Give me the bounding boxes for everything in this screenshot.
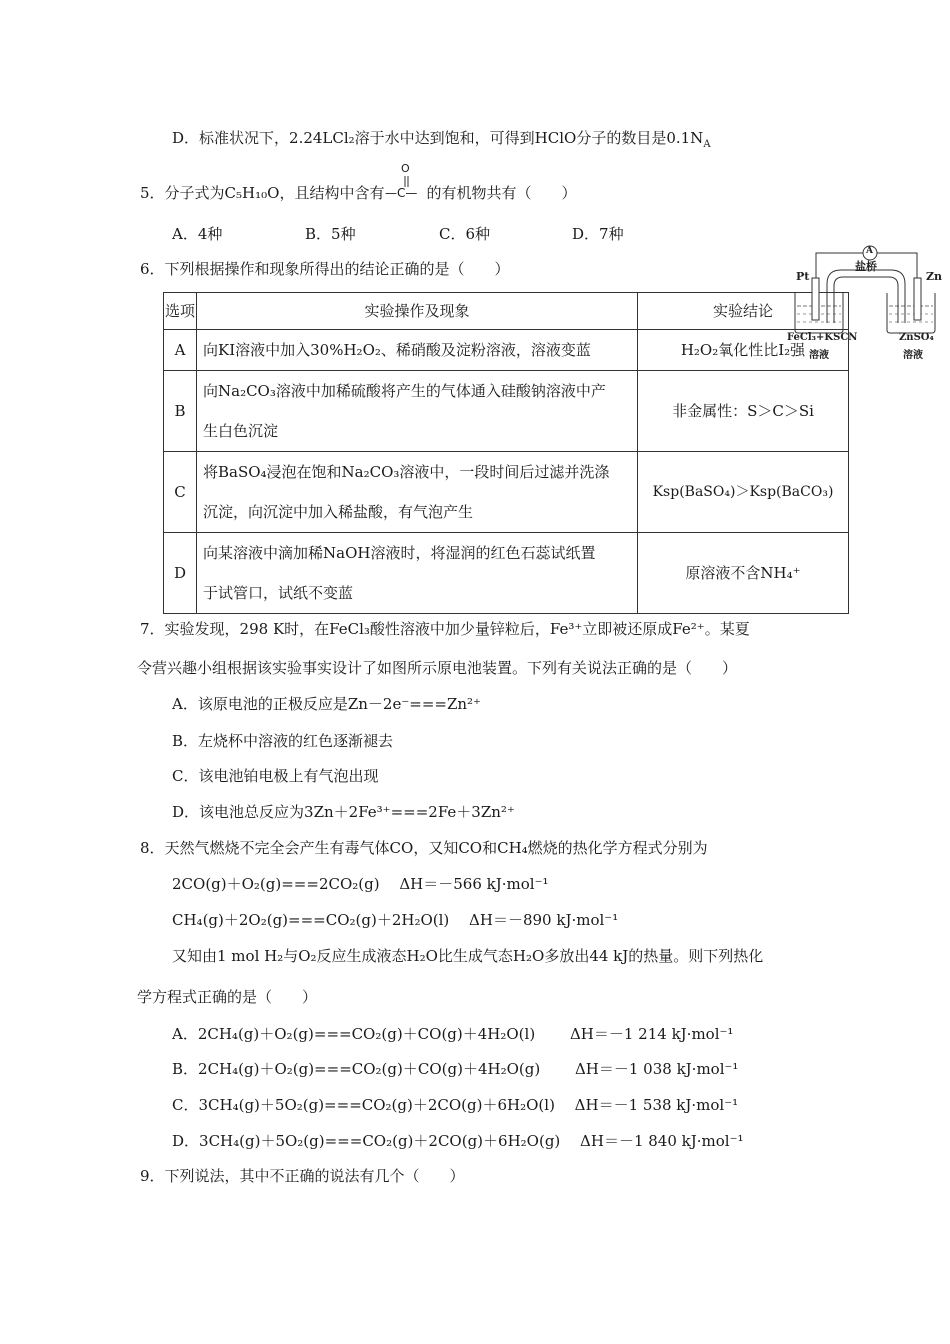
row-operation-line: 生白色沉淀 [203, 422, 279, 440]
row-option: C [164, 452, 197, 533]
table-header-row [164, 293, 849, 330]
row-operation-line: 向KI溶液中加入30%H₂O₂、稀硝酸及淀粉溶液，溶液变蓝 [203, 341, 591, 359]
header-conclusion: 实验结论 [638, 293, 849, 330]
table-row [164, 371, 849, 452]
q8-option-a: A．2CH₄(g)＋O₂(g)===CO₂(g)＋CO(g)＋4H₂O(l) ΔH＝－1 214 kJ·mol⁻¹ [172, 1025, 734, 1043]
pt-electrode-label: Pt [796, 270, 810, 283]
q7-stem-line-2: 令营兴趣小组根据该实验事实设计了如图所示原电池装置。下列有关说法正确的是（ ） [137, 659, 738, 677]
q8-equation-2: CH₄(g)＋2O₂(g)===CO₂(g)＋2H₂O(l) ΔH＝－890 kJ·mol⁻¹ [172, 911, 619, 929]
q8-note-line-2: 学方程式正确的是（ ） [137, 988, 318, 1006]
header-option: 选项 [164, 293, 197, 330]
table-row [164, 330, 849, 371]
row-conclusion: H₂O₂氧化性比I₂强 [638, 330, 849, 371]
salt-bridge-label: 盐桥 [855, 260, 877, 273]
row-operation [197, 330, 638, 371]
q8-note-line-1: 又知由1 mol H₂与O₂反应生成液态H₂O比生成气态H₂O多放出44 kJ的热量。则下列热化 [172, 947, 764, 965]
row-operation-line: 将BaSO₄浸泡在饱和Na₂CO₃溶液中，一段时间后过滤并洗涤 [203, 463, 610, 481]
cell-apparatus-drawing [785, 238, 950, 363]
q4-option-d-text: D．标准状况下，2.24LCl₂溶于水中达到饱和，可得到HClO分子的数目是0.1N [172, 129, 704, 147]
q8-option-d: D．3CH₄(g)＋5O₂(g)===CO₂(g)＋2CO(g)＋6H₂O(g) ΔH＝－1 840 kJ·mol⁻¹ [172, 1132, 744, 1150]
row-option: A [164, 330, 197, 371]
q5-option-a: A．4种 [172, 225, 223, 243]
galvanic-cell-diagram [785, 238, 950, 363]
q5-stem [140, 183, 576, 203]
q8-equation-1: 2CO(g)＋O₂(g)===2CO₂(g) ΔH＝－566 kJ·mol⁻¹ [172, 875, 549, 893]
row-operation [197, 371, 638, 452]
zn-electrode-label: Zn [926, 270, 943, 283]
q4-option-d [172, 128, 711, 148]
row-conclusion: Ksp(BaSO₄)＞Ksp(BaCO₃) [638, 452, 849, 533]
q8-stem: 8．天然气燃烧不完全会产生有毒气体CO，又知CO和CH₄燃烧的热化学方程式分别为 [140, 839, 708, 857]
table-row [164, 533, 849, 614]
row-conclusion: 原溶液不含NH₄⁺ [638, 533, 849, 614]
q5-option-c: C．6种 [439, 225, 491, 243]
q7-option-a: A．该原电池的正极反应是Zn－2e⁻===Zn²⁺ [172, 695, 481, 713]
q5-option-b: B．5种 [305, 225, 356, 243]
q7-option-b: B．左烧杯中溶液的红色逐渐褪去 [172, 732, 394, 750]
row-option: B [164, 371, 197, 452]
q8-option-c: C．3CH₄(g)＋5O₂(g)===CO₂(g)＋2CO(g)＋6H₂O(l) ΔH＝－1 538 kJ·mol⁻¹ [172, 1096, 739, 1114]
row-conclusion: 非金属性：S＞C＞Si [638, 371, 849, 452]
carbonyl-oxygen: O [401, 162, 410, 175]
q7-option-c: C．该电池铂电极上有气泡出现 [172, 767, 379, 785]
left-solution-label-2: 溶液 [809, 350, 829, 361]
row-operation [197, 533, 638, 614]
carbonyl-structure [385, 162, 425, 204]
row-operation-line: 向某溶液中滴加稀NaOH溶液时，将湿润的红色石蕊试纸置 [203, 544, 596, 562]
row-operation-line: 沉淀，向沉淀中加入稀盐酸，有气泡产生 [203, 503, 474, 521]
right-solution-label-2: 溶液 [903, 350, 923, 361]
q9-stem: 9．下列说法，其中不正确的说法有几个（ ） [140, 1167, 465, 1185]
header-operation: 实验操作及现象 [197, 293, 638, 330]
q7-option-d: D．该电池总反应为3Zn＋2Fe³⁺===2Fe＋3Zn²⁺ [172, 803, 515, 821]
ammeter-label: A [866, 246, 873, 256]
row-operation-line: 于试管口，试纸不变蓝 [203, 584, 354, 602]
table-row [164, 452, 849, 533]
q5-stem-a: 5．分子式为C₅H₁₀O，且结构中含有 [140, 184, 385, 202]
avogadro-subscript: A [703, 139, 711, 150]
q5-option-d: D．7种 [572, 225, 624, 243]
experiment-table [163, 292, 849, 614]
left-solution-label: FeCl₃+KSCN [787, 332, 858, 343]
right-solution-label: ZnSO₄ [899, 332, 934, 343]
row-operation [197, 452, 638, 533]
q8-option-b: B．2CH₄(g)＋O₂(g)===CO₂(g)＋CO(g)＋4H₂O(g) ΔH＝－1 038 kJ·mol⁻¹ [172, 1060, 739, 1078]
row-option: D [164, 533, 197, 614]
carbonyl-carbon: —C— [385, 186, 418, 200]
q7-stem-line-1: 7．实验发现，298 K时，在FeCl₃酸性溶液中加少量锌粒后，Fe³⁺立即被还原成Fe²⁺。某夏 [140, 620, 750, 638]
q5-stem-b: 的有机物共有（ ） [426, 184, 577, 202]
q6-stem: 6．下列根据操作和现象所得出的结论正确的是（ ） [140, 260, 510, 278]
row-operation-line: 向Na₂CO₃溶液中加稀硫酸将产生的气体通入硅酸钠溶液中产 [203, 382, 606, 400]
